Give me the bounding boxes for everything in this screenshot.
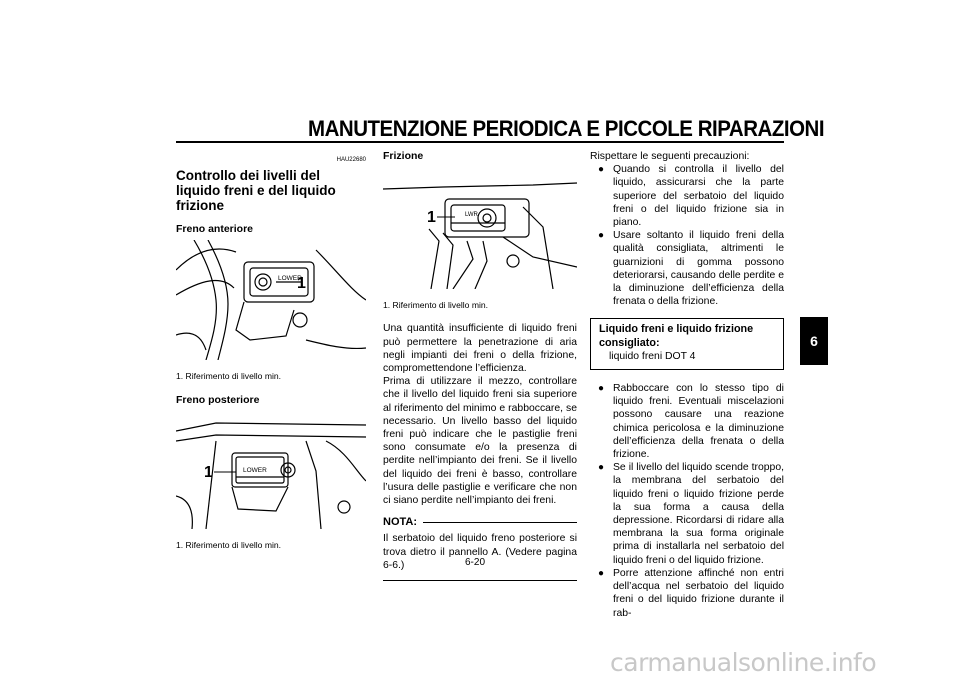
watermark-text[interactable]: carmanualsonline.info bbox=[610, 648, 877, 677]
precautions-list-2 bbox=[590, 382, 784, 620]
lower-mark-text: LWR bbox=[465, 212, 478, 219]
front-brake-reservoir-illustration bbox=[176, 240, 366, 360]
clutch-reservoir-illustration bbox=[383, 167, 577, 289]
note-end-rule bbox=[383, 580, 577, 581]
rear-brake-caption: 1. Riferimento di livello min. bbox=[176, 539, 282, 550]
list-item: ● Se il livello del liquido scende troppo, la membrana del serbatoio del liquido freni o liquido frizione perde la sua forma a causa della depressione. Ricordarsi di ridare alla membrana la sua forma originale prima di installarla nel serbatoio del liquido freni o del liquido frizione. bbox=[598, 462, 784, 566]
bullet-icon: ● bbox=[598, 164, 605, 176]
recommended-fluid-value: liquido freni DOT 4 bbox=[609, 350, 696, 362]
rear-brake-reservoir-figure bbox=[176, 411, 366, 529]
paragraph-air-warning: Una quantità insufficiente di liquido freni può permettere la penetrazione di aria negli impianti dei freni o della frizione, compromettendone l’efficienza. bbox=[383, 323, 577, 375]
callout-number: 1 bbox=[427, 209, 436, 227]
note-label: NOTA: bbox=[383, 516, 418, 529]
recommended-fluid-title: Liquido freni e liquido frizione consigliato: bbox=[599, 323, 754, 349]
note-text: Il serbatoio del liquido freno posteriore si trova dietro il pannello A. (Vedere pagina 6-6.) bbox=[383, 533, 577, 571]
bullet-icon: ● bbox=[598, 230, 605, 242]
list-item: ● Usare soltanto il liquido freni della qualità consigliata, altrimenti le guarnizioni di gomma possono deteriorarsi, causando delle perdite e la diminuzione dell’efficienza della frenata o della frizione. bbox=[598, 230, 784, 308]
lower-mark-text: LOWER bbox=[243, 466, 267, 474]
paragraph-level-check: Prima di utilizzare il mezzo, controllare che il livello del liquido freni sia superiore al riferimento del minimo e rabboccare, se necessario. Un livello basso del liquido freni può indicare che le pastiglie freni sono consumate e/o la presenza di perdite nell’impianto dei freni. Se il livello del liquido dei freni è basso, controllare l’usura delle pastiglie e verificare che non ci siano perdite nell’impianto dei freni. bbox=[383, 376, 577, 507]
front-brake-title: Freno anteriore bbox=[176, 223, 254, 236]
right-column bbox=[590, 150, 784, 620]
bullet-icon: ● bbox=[598, 383, 605, 395]
clutch-reservoir-figure bbox=[383, 167, 577, 289]
clutch-caption: 1. Riferimento di livello min. bbox=[383, 300, 489, 311]
left-column bbox=[176, 150, 366, 562]
header-divider bbox=[176, 141, 784, 143]
front-brake-caption: 1. Riferimento di livello min. bbox=[176, 371, 282, 382]
precautions-list-1 bbox=[590, 163, 784, 308]
note-header bbox=[383, 516, 577, 529]
list-item: ● Quando si controlla il livello del liquido, assicurarsi che la parte superiore del serbatoio del liquido freni o del liquido frizione sia in piano. bbox=[598, 164, 784, 229]
page-number: 6-20 bbox=[465, 557, 486, 568]
list-item: ● Rabboccare con lo stesso tipo di liquido freni. Eventuali miscelazioni possono causare una reazione chimica pericolosa e la diminuzione dell’efficienza della frenata o della frizione. bbox=[598, 383, 784, 461]
recommended-fluid-box bbox=[590, 318, 784, 370]
callout-number: 1 bbox=[204, 463, 213, 481]
bullet-icon: ● bbox=[598, 462, 605, 474]
bullet-icon: ● bbox=[598, 567, 605, 579]
clutch-title: Frizione bbox=[383, 150, 424, 162]
front-brake-reservoir-figure bbox=[176, 240, 366, 360]
chapter-tab[interactable]: 6 bbox=[800, 317, 828, 365]
note-rule bbox=[423, 522, 577, 523]
callout-number: 1 bbox=[297, 275, 306, 293]
page-header-title: MANUTENZIONE PERIODICA E PICCOLE RIPARAZIONI bbox=[308, 116, 825, 141]
list-item: ● Porre attenzione affinché non entri dell’acqua nel serbatoio del liquido freni o del liquido frizione durante il rab- bbox=[598, 567, 784, 619]
precautions-intro: Rispettare le seguenti precauzioni: bbox=[590, 151, 750, 162]
lower-mark-text: LOWER bbox=[278, 275, 302, 283]
rear-brake-reservoir-illustration bbox=[176, 411, 366, 529]
section-title: Controllo dei livelli del liquido freni e del liquido frizione bbox=[176, 168, 336, 214]
middle-column bbox=[383, 150, 577, 581]
reference-code: HAU22680 bbox=[336, 157, 366, 163]
rear-brake-title: Freno posteriore bbox=[176, 393, 260, 406]
